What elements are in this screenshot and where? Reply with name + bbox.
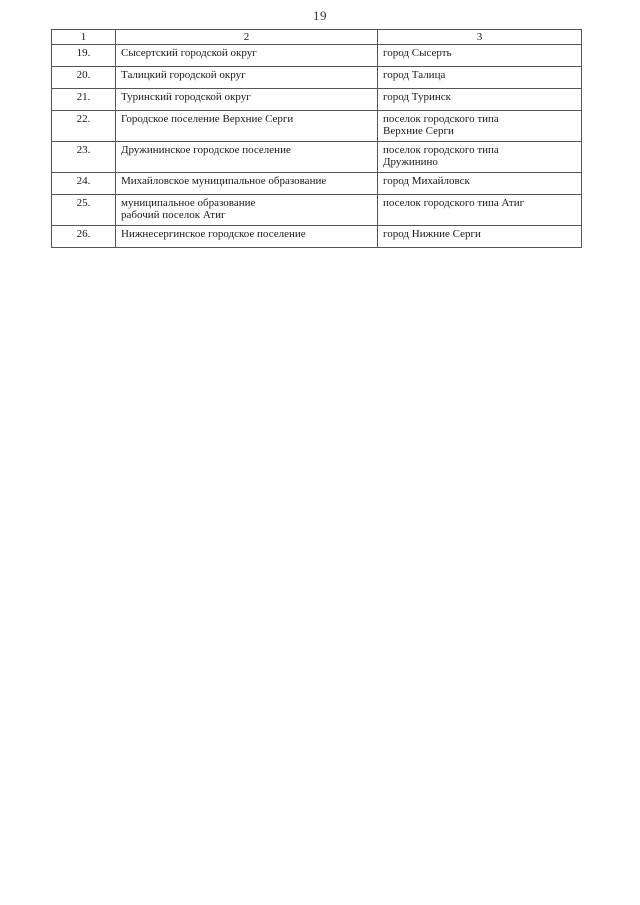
table-row <box>52 89 582 111</box>
column-header-1: 1 <box>52 30 116 45</box>
administrative-center: город Туринск <box>378 89 582 111</box>
page-number: 19 <box>313 8 327 23</box>
table-row <box>52 142 582 173</box>
municipality-name: Нижнесергинское городское поселение <box>116 226 378 248</box>
municipality-name: Талицкий городской округ <box>116 67 378 89</box>
municipality-name: муниципальное образование рабочий поселок Атиг <box>116 195 378 226</box>
administrative-center: поселок городского типа Верхние Серги <box>378 111 582 142</box>
column-header-3: 3 <box>378 30 582 45</box>
column-header-2: 2 <box>116 30 378 45</box>
row-number: 22. <box>52 111 116 142</box>
table-row <box>52 111 582 142</box>
municipality-name: Туринский городской округ <box>116 89 378 111</box>
row-number: 21. <box>52 89 116 111</box>
table-row <box>52 173 582 195</box>
table-row <box>52 45 582 67</box>
municipality-name: Михайловское муниципальное образование <box>116 173 378 195</box>
administrative-center: город Сысерть <box>378 45 582 67</box>
administrative-center: город Талица <box>378 67 582 89</box>
table-row <box>52 195 582 226</box>
municipality-name: Дружининское городское поселение <box>116 142 378 173</box>
municipalities-table <box>51 29 582 248</box>
row-number: 23. <box>52 142 116 173</box>
administrative-center: город Михайловск <box>378 173 582 195</box>
table-header-row <box>52 30 582 45</box>
table-row <box>52 67 582 89</box>
row-number: 25. <box>52 195 116 226</box>
administrative-center: поселок городского типа Атиг <box>378 195 582 226</box>
administrative-center: поселок городского типа Дружинино <box>378 142 582 173</box>
administrative-center: город Нижние Серги <box>378 226 582 248</box>
row-number: 26. <box>52 226 116 248</box>
row-number: 20. <box>52 67 116 89</box>
municipality-name: Сысертский городской округ <box>116 45 378 67</box>
row-number: 19. <box>52 45 116 67</box>
municipality-name: Городское поселение Верхние Серги <box>116 111 378 142</box>
row-number: 24. <box>52 173 116 195</box>
table-row <box>52 226 582 248</box>
